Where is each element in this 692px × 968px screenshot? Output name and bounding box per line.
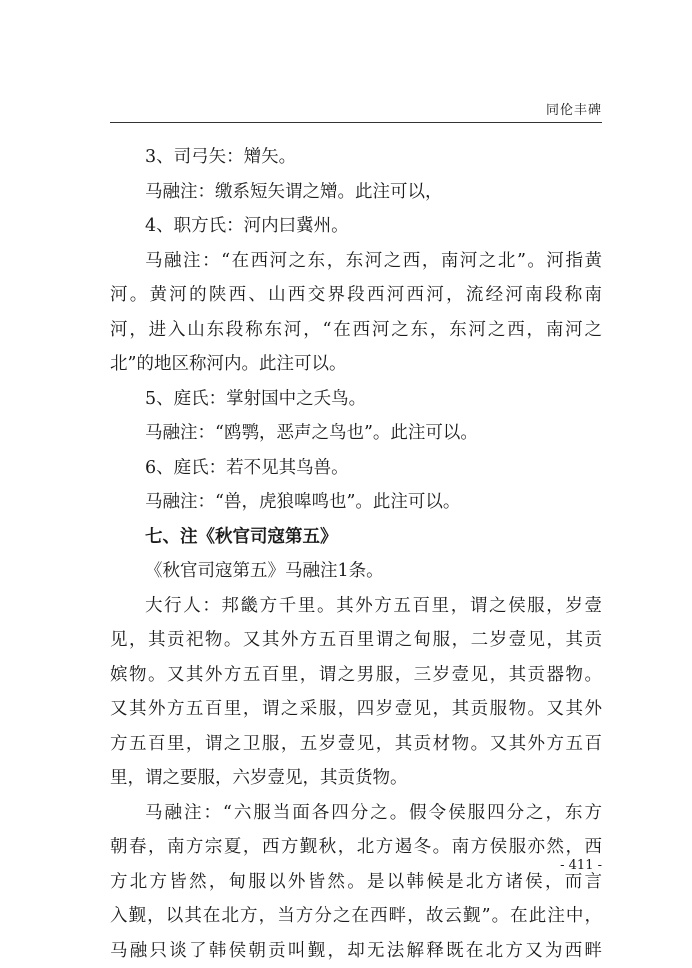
text-line: 大行人：邦畿方千里。其外方五百里，谓之侯服，岁壹 xyxy=(145,595,602,616)
text-line: 北”的地区称河内。此注可以。 xyxy=(110,354,347,374)
page-body xyxy=(110,140,602,968)
text-line: 马融注：“六服当面各四分之。假令侯服四分之，东方 xyxy=(145,802,602,823)
text-line: 河。黄河的陕西、山西交界段西河西河，流经河南段称南 xyxy=(110,285,602,305)
text-line: 入觐，以其在北方，当方分之在西畔，故云觐”。在此注中， xyxy=(110,906,602,926)
text-line: 5、庭氏：掌射国中之夭鸟。 xyxy=(145,388,367,409)
text-line: 方五百里，谓之卫服，五岁壹见，其贡材物。又其外方五百 xyxy=(110,733,602,754)
text-line: 4、职方氏：河内曰冀州。 xyxy=(145,216,349,236)
text-line: 嫔物。又其外方五百里，谓之男服，三岁壹见，其贡器物。 xyxy=(110,664,602,685)
text-line: 6、庭氏：若不见其鸟兽。 xyxy=(145,457,349,478)
text-line: 见，其贡祀物。又其外方五百里谓之甸服，二岁壹见，其贡 xyxy=(110,630,602,650)
text-line: 朝春，南方宗夏，西方觐秋，北方遏冬。南方侯服亦然，西 xyxy=(110,837,602,857)
text-line: 马融只谈了韩侯朝贡叫觐，却无法解释既在北方又为西畔 xyxy=(110,940,602,961)
header-divider xyxy=(110,122,602,123)
text-line: 方北方皆然，甸服以外皆然。是以韩候是北方诸侯，而言 xyxy=(110,871,602,892)
text-line: 马融注：缴系短矢谓之矰。此注可以， xyxy=(145,181,443,202)
text-line: 马融注：“兽，虎狼嗥鸣也”。此注可以。 xyxy=(145,492,461,512)
text-line: 3、司弓矢：矰矢。 xyxy=(145,147,297,167)
text-line: 马融注：“在西河之东，东河之西，南河之北”。河指黄 xyxy=(145,250,602,271)
text-line: 《秋官司寇第五》马融注1条。 xyxy=(145,561,384,581)
text-line: 又其外方五百里，谓之采服，四岁壹见，其贡服物。又其外 xyxy=(110,699,602,719)
running-header: 同伦丰碑 xyxy=(545,103,602,118)
section-heading: 七、注《秋官司寇第五》 xyxy=(145,526,338,547)
text-line: 河，进入山东段称东河，“在西河之东，东河之西，南河之 xyxy=(110,319,602,340)
text-line: 里，谓之要服，六岁壹见，其贡货物。 xyxy=(110,768,408,788)
text-line: 马融注：“鸥鹗，恶声之鸟也”。此注可以。 xyxy=(145,423,478,443)
page-number: - 411 - xyxy=(560,858,602,873)
